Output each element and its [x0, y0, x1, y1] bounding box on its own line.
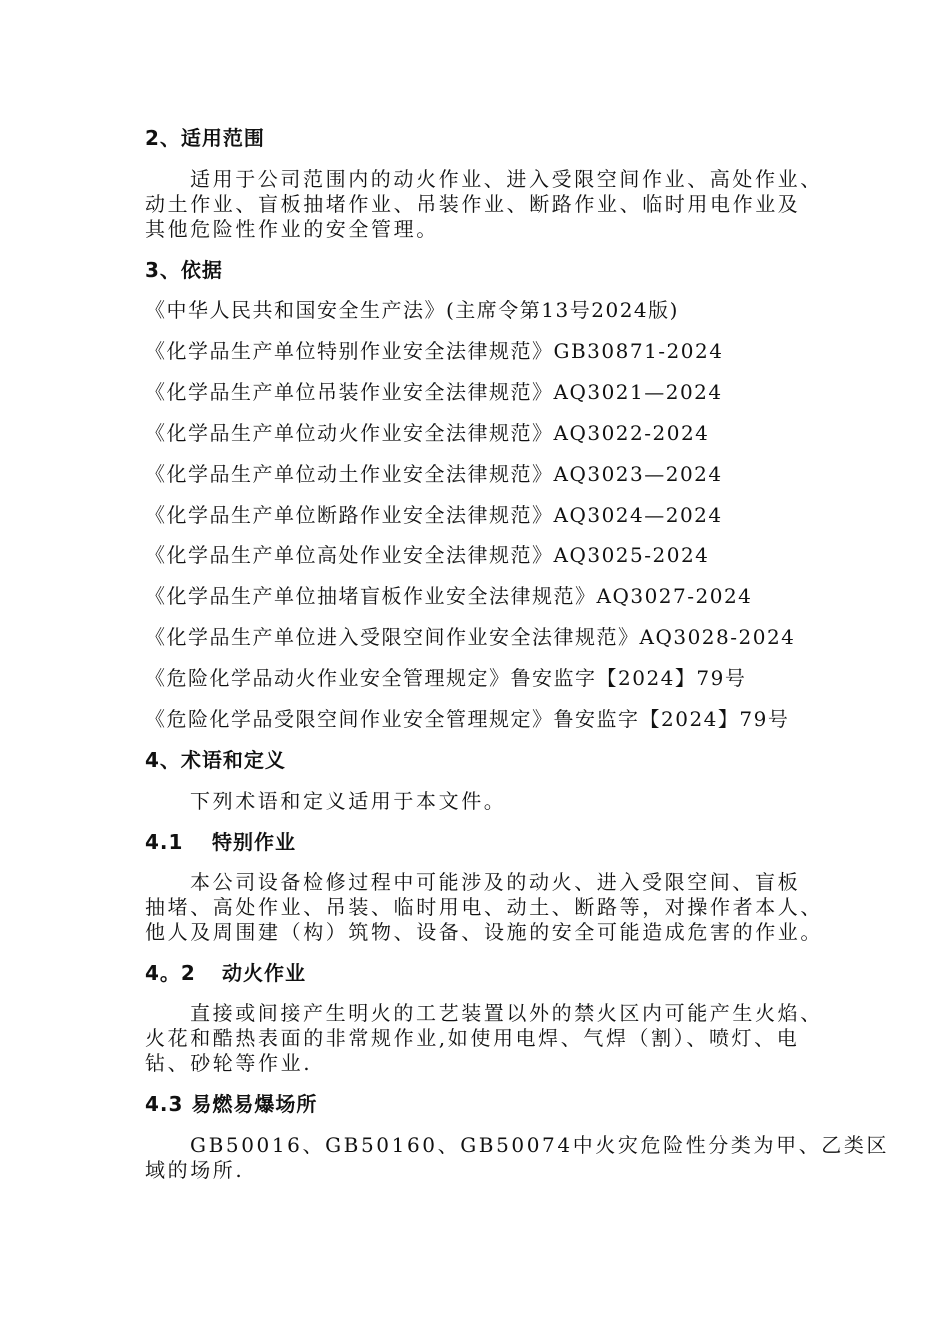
- section-heading-basis: 3、依据: [145, 258, 223, 282]
- section-heading-terms: 4、术语和定义: [145, 748, 286, 772]
- subsection-title-special-work: 特别作业: [212, 830, 296, 854]
- subsection-number-special-work: 4.1: [145, 830, 184, 854]
- subsection-number-hot-work: 4。2: [145, 961, 196, 985]
- reference-item: 《化学品生产单位进入受限空间作业安全法律规范》AQ3028-2024: [145, 625, 796, 649]
- reference-item: 《化学品生产单位动火作业安全法律规范》AQ3022-2024: [145, 421, 710, 445]
- reference-item: 《危险化学品动火作业安全管理规定》鲁安监字【2024】79号: [145, 666, 747, 690]
- reference-item: 《化学品生产单位抽堵盲板作业安全法律规范》AQ3027-2024: [145, 584, 753, 608]
- hot-work-paragraph-line: 火花和酷热表面的非常规作业,如使用电焊、气焊（割）、喷灯、电: [145, 1026, 800, 1050]
- reference-item: 《危险化学品受限空间作业安全管理规定》鲁安监字【2024】79号: [145, 707, 790, 731]
- reference-item: 《化学品生产单位高处作业安全法律规范》AQ3025-2024: [145, 543, 710, 567]
- scope-paragraph-line: 动土作业、盲板抽堵作业、吊装作业、断路作业、临时用电作业及: [145, 192, 801, 216]
- flammable-area-paragraph-line: 域的场所.: [145, 1158, 245, 1182]
- special-work-paragraph-line: 他人及周围建（构）筑物、设备、设施的安全可能造成危害的作业。: [145, 920, 823, 944]
- reference-item: 《化学品生产单位吊装作业安全法律规范》AQ3021—2024: [145, 380, 723, 404]
- special-work-paragraph-line: 本公司设备检修过程中可能涉及的动火、进入受限空间、盲板: [190, 870, 801, 894]
- reference-item: 《化学品生产单位断路作业安全法律规范》AQ3024—2024: [145, 503, 723, 527]
- scope-paragraph-line: 适用于公司范围内的动火作业、进入受限空间作业、高处作业、: [190, 167, 823, 191]
- reference-item: 《化学品生产单位特别作业安全法律规范》GB30871-2024: [145, 339, 724, 363]
- terms-intro: 下列术语和定义适用于本文件。: [190, 789, 507, 813]
- reference-item: 《中华人民共和国安全生产法》(主席令第13号2024版): [145, 298, 679, 322]
- section-heading-scope: 2、适用范围: [145, 126, 265, 150]
- subsection-heading-flammable-area: 4.3 易燃易爆场所: [145, 1092, 318, 1116]
- scope-paragraph-line: 其他危险性作业的安全管理。: [145, 217, 439, 241]
- flammable-area-paragraph-line: GB50016、GB50160、GB50074中火灾危险性分类为甲、乙类区: [190, 1133, 890, 1157]
- hot-work-paragraph-line: 直接或间接产生明火的工艺装置以外的禁火区内可能产生火焰、: [190, 1001, 823, 1025]
- hot-work-paragraph-line: 钻、砂轮等作业.: [145, 1051, 313, 1075]
- reference-item: 《化学品生产单位动土作业安全法律规范》AQ3023—2024: [145, 462, 723, 486]
- special-work-paragraph-line: 抽堵、高处作业、吊装、临时用电、动土、断路等，对操作者本人、: [145, 895, 823, 919]
- subsection-title-hot-work: 动火作业: [222, 961, 306, 985]
